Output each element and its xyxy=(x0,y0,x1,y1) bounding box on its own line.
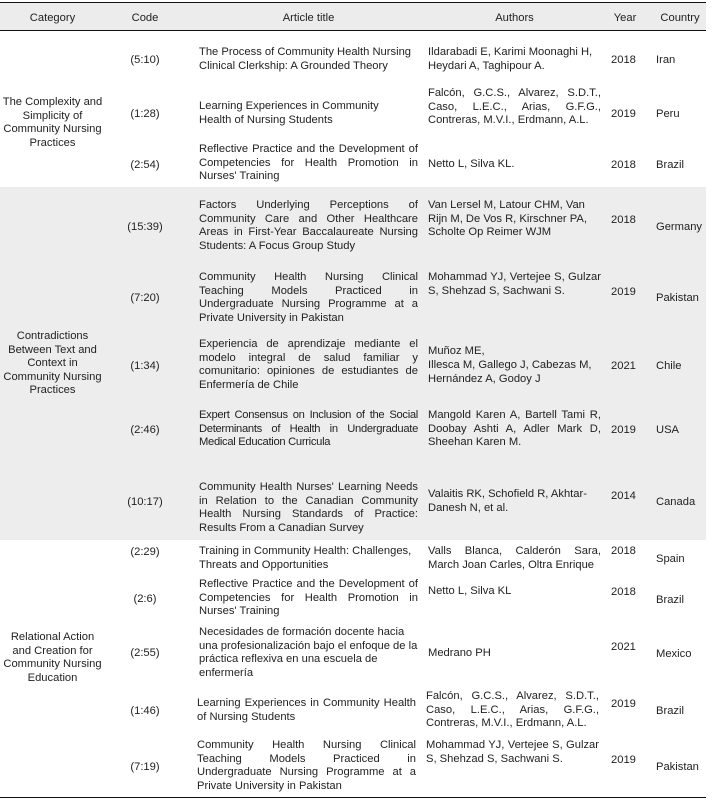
category-label: Contradictions Between Text and Context in Community Nursing Practices xyxy=(3,330,102,396)
code-cell: (1:46) xyxy=(130,705,160,717)
title-cell: Necesidades de formación docente hacia una profesionalización bajo el enfoque de la práctica reflexiva en una escuela de enfermería xyxy=(199,626,418,680)
header-country: Country xyxy=(660,12,700,24)
authors-cell: Falcón, G.C.S., Alvarez, S.D.T., Caso, L.E.C., Arias, G.F.G., Contreras, M.V.I., Erdmann, A.L. xyxy=(428,87,601,127)
category-label: Relational Action and Creation for Community Nursing Education xyxy=(3,631,102,684)
code-cell: (7:19) xyxy=(130,761,160,773)
title-cell: The Process of Community Health Nursing Clinical Clerkship: A Grounded Theory xyxy=(199,46,412,72)
authors-cell: Netto L, Silva KL xyxy=(428,585,512,597)
authors-cell: Ildarabadi E, Karimi Moonaghi H, Heydari A, Taghipour A. xyxy=(428,46,593,72)
country-cell: Chile xyxy=(656,360,682,372)
authors-cell-line1: Muñoz ME, xyxy=(428,345,485,357)
year-cell: 2019 xyxy=(611,424,636,436)
title-cell: Community Health Nursing Clinical Teaching Models Practiced in Undergraduate Nursing Programme at a Private University in Pakistan xyxy=(197,739,416,793)
code-cell: (10:17) xyxy=(127,496,163,508)
year-cell: 2018 xyxy=(611,54,636,66)
title-cell: Community Health Nurses' Learning Needs in Relation to the Canadian Community Health Nursing Standards of Practice: Results From a Canadian Survey xyxy=(199,481,418,535)
header-authors: Authors xyxy=(495,12,534,24)
code-cell: (2:55) xyxy=(130,647,160,659)
code-cell: (2:29) xyxy=(130,546,160,558)
country-cell: Spain xyxy=(656,553,685,565)
year-cell: 2019 xyxy=(611,286,636,298)
table-header xyxy=(0,3,706,30)
authors-cell: Valaitis RK, Schofield R, Akhtar-Danesh N, et al. xyxy=(428,488,587,514)
country-cell: Iran xyxy=(656,54,676,66)
code-cell: (1:34) xyxy=(130,360,160,372)
authors-cell: Netto L, Silva KL. xyxy=(428,158,515,170)
section-contradictions xyxy=(0,187,706,540)
code-cell: (15:39) xyxy=(127,221,163,233)
title-cell: Community Health Nursing Clinical Teaching Models Practiced in Undergraduate Nursing Programme at a Private University in Pakistan xyxy=(199,271,418,325)
country-cell: Mexico xyxy=(656,648,692,660)
authors-cell: Illesca M, Gallego J, Cabezas M, Hernández A, Godoy J xyxy=(428,359,592,385)
year-cell: 2018 xyxy=(611,586,636,598)
title-cell: Factors Underlying Perceptions of Community Care and Other Healthcare Areas in First-Year Baccalaureate Nursing Students: A Focus Group Study xyxy=(199,199,418,253)
year-cell: 2019 xyxy=(611,698,636,710)
year-cell: 2018 xyxy=(611,545,636,557)
authors-cell: Mohammad YJ, Vertejee S, Gulzar S, Shehzad S, Sachwani S. xyxy=(426,739,599,765)
year-cell: 2014 xyxy=(611,490,636,502)
year-cell: 2019 xyxy=(611,108,636,120)
authors-cell: Mangold Karen A, Bartell Tami R, Doobay Ashti A, Adler Mark D, Sheehan Karen M. xyxy=(428,409,601,449)
authors-cell: Falcón, G.C.S., Alvarez, S.D.T., Caso, L.E.C., Arias, G.F.G., Contreras, M.V.I., Erdmann, A.L. xyxy=(426,690,599,730)
title-cell: Learning Experiences in Community Health of Nursing Students xyxy=(197,697,416,723)
year-cell: 2021 xyxy=(611,641,636,653)
header-category: Category xyxy=(29,12,76,24)
year-cell: 2018 xyxy=(611,214,636,226)
title-cell: Training in Community Health: Challenges, Threats and Opportunities xyxy=(199,545,412,571)
title-cell: Expert Consensus on Inclusion of the Social Determinants of Health in Undergraduate Medical Education Curricula xyxy=(199,409,418,449)
country-cell: Brazil xyxy=(656,594,684,606)
title-cell: Reflective Practice and the Development of Competencies for Health Promotion in Nurses' Training xyxy=(199,143,418,183)
code-cell: (2:6) xyxy=(133,593,157,605)
country-cell: USA xyxy=(656,424,680,436)
code-cell: (2:46) xyxy=(130,424,160,436)
header-year: Year xyxy=(613,12,637,24)
section-complexity xyxy=(0,31,706,187)
title-cell: Learning Experiences in Community Health of Nursing Students xyxy=(199,100,379,126)
section-relational-action xyxy=(0,540,706,797)
country-cell: Pakistan xyxy=(656,292,699,304)
country-cell: Brazil xyxy=(656,159,684,171)
header-title: Article title xyxy=(282,12,335,24)
year-cell: 2019 xyxy=(611,754,636,766)
header-code: Code xyxy=(131,12,159,24)
year-cell: 2021 xyxy=(611,360,636,372)
country-cell: Peru xyxy=(656,108,680,120)
bottom-rule xyxy=(0,797,706,798)
code-cell: (1:28) xyxy=(130,108,160,120)
country-cell: Brazil xyxy=(656,705,684,717)
authors-cell: Valls Blanca, Calderón Sara, March Joan Carles, Oltra Enrique xyxy=(428,545,601,571)
year-cell: 2018 xyxy=(611,159,636,171)
country-cell: Canada xyxy=(656,496,696,508)
category-label: The Complexity and Simplicity of Community Nursing Practices xyxy=(2,96,103,149)
authors-cell: Van Lersel M, Latour CHM, Van Rijn M, De Vos R, Kirschner PA, Scholte Op Reimer WJM xyxy=(428,199,587,239)
code-cell: (7:20) xyxy=(130,292,160,304)
country-cell: Pakistan xyxy=(656,761,699,773)
code-cell: (2:54) xyxy=(130,159,160,171)
top-rule xyxy=(0,2,706,3)
country-cell: Germany xyxy=(656,221,703,233)
title-cell: Reflective Practice and the Development of Competencies for Health Promotion in Nurses' Training xyxy=(199,578,418,618)
code-cell: (5:10) xyxy=(130,54,160,66)
authors-cell: Medrano PH xyxy=(428,647,491,659)
title-cell: Experiencia de aprendizaje mediante el modelo integral de salud familiar y comunitario: opiniones de estudiantes de Enfermería de Chile xyxy=(199,338,418,392)
authors-cell: Mohammad YJ, Vertejee S, Gulzar S, Shehzad S, Sachwani S. xyxy=(428,271,601,297)
